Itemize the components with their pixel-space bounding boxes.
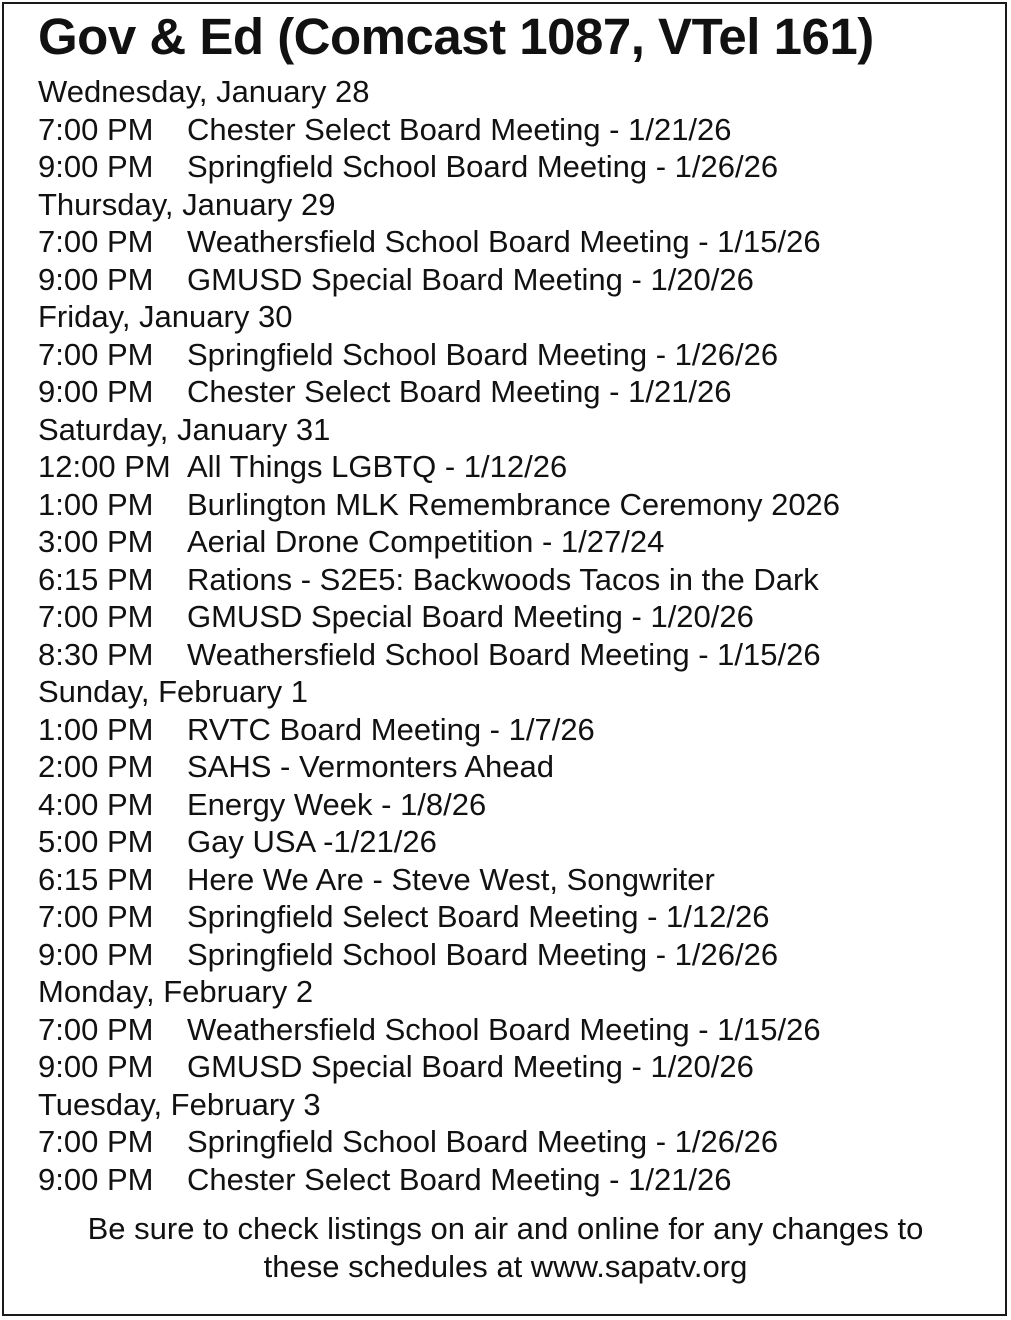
page-title: Gov & Ed (Comcast 1087, VTel 161): [38, 8, 874, 65]
listing-row: [38, 898, 993, 936]
listing-program: GMUSD Special Board Meeting - 1/20/26: [187, 599, 754, 634]
listing-program: Energy Week - 1/8/26: [187, 786, 487, 822]
listing-row: [38, 823, 993, 861]
listing-program: Gay USA -1/21/26: [187, 824, 437, 859]
listing-row: [38, 711, 993, 749]
listing-time: 8:30 PM: [38, 636, 154, 672]
listing-row: [38, 1011, 993, 1049]
listing-row: [38, 786, 993, 824]
listing-time: 7:00 PM: [38, 1011, 154, 1047]
listing-time: 7:00 PM: [38, 1124, 154, 1159]
listing-row: [38, 486, 993, 524]
listing-program: All Things LGBTQ - 1/12/26: [187, 449, 568, 484]
day-heading: Friday, January 30: [38, 299, 293, 334]
listing-time: 1:00 PM: [38, 711, 154, 747]
listing-program: Chester Select Board Meeting - 1/21/26: [187, 1161, 732, 1197]
listing-row: [38, 861, 993, 899]
listing-program: Springfield School Board Meeting - 1/26/26: [187, 936, 779, 972]
listing-time: 9:00 PM: [38, 374, 154, 409]
listing-program: Weathersfield School Board Meeting - 1/15/26: [187, 224, 821, 259]
listing-row: [38, 1048, 993, 1086]
listing-row: [38, 598, 993, 636]
day-heading: Monday, February 2: [38, 974, 314, 1009]
listing-time: 9:00 PM: [38, 1161, 154, 1197]
listing-time: 2:00 PM: [38, 749, 154, 784]
listing-program: Chester Select Board Meeting - 1/21/26: [187, 111, 732, 147]
listing-row: [38, 373, 993, 411]
listing-time: 4:00 PM: [38, 786, 154, 822]
listing-program: Rations - S2E5: Backwoods Tacos in the Dark: [187, 561, 819, 597]
listing-program: GMUSD Special Board Meeting - 1/20/26: [187, 261, 754, 297]
listing-row: [38, 148, 993, 186]
listing-time: 7:00 PM: [38, 111, 154, 147]
listing-program: GMUSD Special Board Meeting - 1/20/26: [187, 1049, 754, 1084]
listing-program: Springfield Select Board Meeting - 1/12/26: [187, 899, 770, 934]
listing-program: Springfield School Board Meeting - 1/26/26: [187, 149, 779, 184]
day-heading: Thursday, January 29: [38, 186, 336, 222]
listing-row: [38, 523, 993, 561]
listing-row: [38, 261, 993, 299]
listing-row: [38, 223, 993, 261]
listing-program: SAHS - Vermonters Ahead: [187, 749, 555, 784]
listing-program: Springfield School Board Meeting - 1/26/26: [187, 1124, 779, 1159]
listing-time: 5:00 PM: [38, 824, 154, 859]
listing-program: Weathersfield School Board Meeting - 1/15/26: [187, 1011, 821, 1047]
listing-row: [38, 1161, 993, 1199]
footer-line-2: these schedules at www.sapatv.org: [263, 1249, 748, 1284]
listing-time: 7:00 PM: [38, 599, 154, 634]
listing-row: [38, 1123, 993, 1161]
listing-time: 9:00 PM: [38, 1049, 154, 1084]
listing-program: Aerial Drone Competition - 1/27/24: [187, 524, 665, 559]
listing-time: 9:00 PM: [38, 936, 154, 972]
listing-row: [38, 636, 993, 674]
listing-time: 7:00 PM: [38, 224, 154, 259]
footer-line-1: Be sure to check listings on air and online for any changes to: [87, 1211, 924, 1246]
listing-program: Weathersfield School Board Meeting - 1/15/26: [187, 636, 821, 672]
day-heading: Sunday, February 1: [38, 674, 308, 709]
listing-program: RVTC Board Meeting - 1/7/26: [187, 711, 595, 747]
listing-time: 6:15 PM: [38, 561, 154, 597]
listing-time: 7:00 PM: [38, 336, 154, 372]
day-heading: Wednesday, January 28: [38, 74, 370, 109]
day-heading: Tuesday, February 3: [38, 1086, 321, 1122]
listing-row: [38, 561, 993, 599]
listing-time: 12:00 PM: [38, 449, 171, 484]
footer-notice: [20, 1210, 991, 1286]
listing-program: Springfield School Board Meeting - 1/26/26: [187, 336, 779, 372]
listing-program: Chester Select Board Meeting - 1/21/26: [187, 374, 732, 409]
listing-time: 7:00 PM: [38, 899, 154, 934]
listing-time: 9:00 PM: [38, 261, 154, 297]
listing-time: 6:15 PM: [38, 861, 154, 897]
day-heading: Saturday, January 31: [38, 411, 331, 447]
listing-row: [38, 336, 993, 374]
listing-row: [38, 936, 993, 974]
listing-row: [38, 448, 993, 486]
listing-program: Burlington MLK Remembrance Ceremony 2026: [187, 486, 841, 522]
listing-time: 9:00 PM: [38, 149, 154, 184]
schedule-list: [38, 73, 993, 1198]
listing-time: 3:00 PM: [38, 524, 154, 559]
listing-row: [38, 748, 993, 786]
listing-row: [38, 111, 993, 149]
listing-program: Here We Are - Steve West, Songwriter: [187, 861, 715, 897]
listing-time: 1:00 PM: [38, 486, 154, 522]
